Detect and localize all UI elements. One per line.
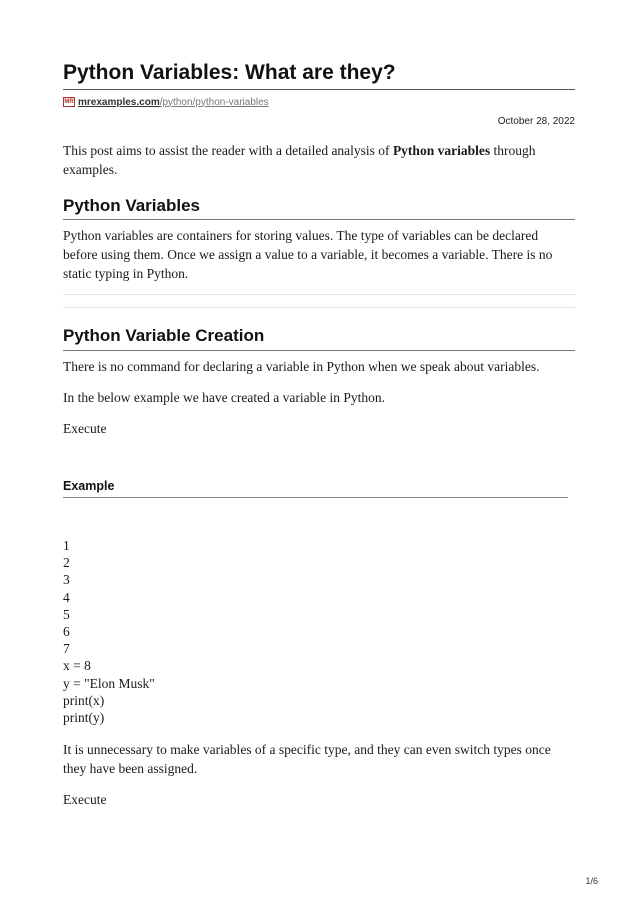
example-heading: Example	[63, 479, 115, 493]
site-favicon-icon: MR	[64, 99, 74, 105]
execute-link[interactable]: Execute	[63, 792, 107, 807]
separator-line	[63, 294, 575, 295]
title-divider	[63, 89, 575, 90]
separator-line	[63, 307, 575, 308]
section2-paragraph1: There is no command for declaring a variable in Python when we speak about variables.	[63, 359, 540, 374]
section2-paragraph2: In the below example we have created a variable in Python.	[63, 390, 385, 405]
code-line: x = 8	[63, 658, 91, 674]
source-path[interactable]: /python/python-variables	[159, 96, 269, 108]
intro-text-after: through examples.	[63, 143, 536, 177]
line-number: 5	[63, 606, 70, 622]
line-number: 1	[63, 538, 70, 553]
section-heading-variable-creation: Python Variable Creation	[63, 326, 265, 345]
execute-link[interactable]: Execute	[63, 421, 107, 436]
source-domain[interactable]: mrexamples.com	[78, 96, 160, 108]
intro-text-before: This post aims to assist the reader with a detailed analysis of	[63, 143, 393, 158]
example-divider	[63, 497, 568, 498]
section-divider	[63, 219, 575, 220]
section-divider	[63, 350, 575, 351]
code-example	[63, 537, 155, 726]
publish-date: October 28, 2022	[497, 116, 575, 127]
source-link[interactable]	[63, 96, 269, 108]
line-number: 2	[63, 555, 70, 571]
intro-paragraph	[63, 141, 575, 179]
line-number: 3	[63, 572, 70, 588]
page-title: Python Variables: What are they?	[63, 61, 396, 84]
code-line: print(x)	[63, 692, 105, 708]
section-heading-python-variables: Python Variables	[63, 196, 200, 215]
page-number: 1/6	[585, 876, 598, 886]
code-line: print(y)	[63, 710, 105, 726]
section2-paragraph3: It is unnecessary to make variables of a specific type, and they can even switch types once they have been assigned.	[63, 742, 551, 776]
line-number: 7	[63, 641, 70, 657]
section1-paragraph: Python variables are containers for storing values. The type of variables can be declared before using them. Once we assign a value to a variable, it becomes a variable. There is no static typing in Python.	[63, 228, 553, 281]
line-number: 4	[63, 589, 70, 605]
intro-bold-term: Python variables	[392, 143, 491, 158]
line-number: 6	[63, 624, 70, 640]
code-line: y = "Elon Musk"	[63, 675, 155, 691]
